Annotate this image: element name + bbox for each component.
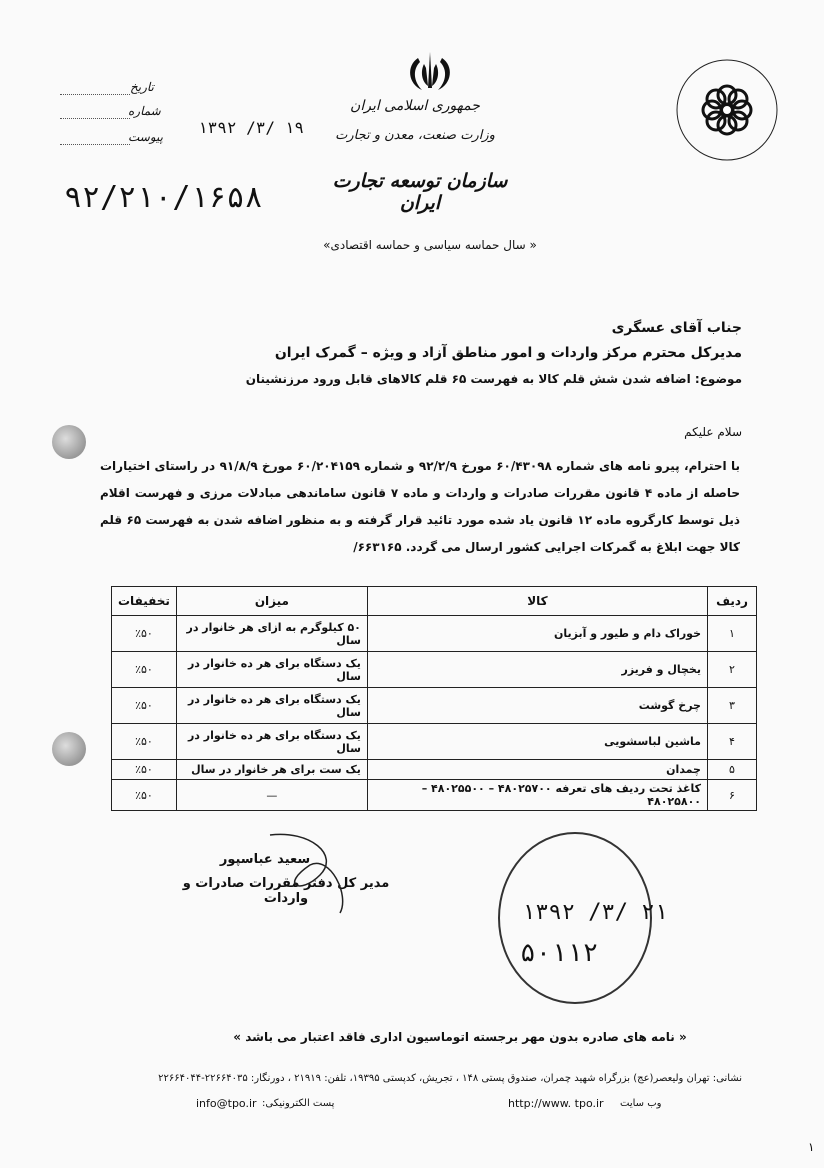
recipient-name: جناب آقای عسگری [611, 320, 742, 336]
row-discount: ٪۵۰ [112, 616, 177, 652]
number-label: شماره [128, 104, 161, 118]
row-discount: ٪۵۰ [112, 780, 177, 811]
footer-address: نشانی: تهران ولیعصر(عج) بزرگراه شهید چمران، صندوق پستی ۱۴۸ ، تجریش، کدپستی ۱۹۳۹۵، تلفن: ۲۱۹۱۹ ، دورنگار: ۲۲۶۶۴۰۳۵-۲۲۶۶۴۰۴۴ [158, 1073, 742, 1084]
table-row [112, 780, 757, 811]
row-no: ۴ [708, 724, 757, 760]
signatory-title: مدیر کل دفتر مقررات صادرات و واردات [182, 876, 390, 906]
row-item: یخچال و فریزر [367, 652, 707, 688]
row-amount: یک دستگاه برای هر ده خانوار در سال [176, 652, 367, 688]
website-label: وب سایت [620, 1098, 662, 1109]
col-header-row-no: ردیف [708, 587, 757, 616]
items-table [111, 586, 757, 811]
organization-name: سازمان توسعه تجارت ایران [332, 170, 508, 214]
row-amount: — [176, 780, 367, 811]
row-discount: ٪۵۰ [112, 724, 177, 760]
row-item: کاغذ تحت ردیف های تعرفه ۴۸۰۲۵۷۰۰ – ۴۸۰۲۵۵۰۰ – ۴۸۰۲۵۸۰۰ [367, 780, 707, 811]
table-header-row [112, 587, 757, 616]
row-amount: ۵۰ کیلوگرم به ازای هر خانوار در سال [176, 616, 367, 652]
emblem-line-1: جمهوری اسلامی ایران [350, 98, 480, 114]
year-slogan: « سال حماسه سیاسی و حماسه اقتصادی» [323, 238, 537, 252]
row-no: ۱ [708, 616, 757, 652]
iran-emblem-icon [398, 48, 462, 96]
row-discount: ٪۵۰ [112, 652, 177, 688]
recipient-title: مدیرکل محترم مرکز واردات و امور مناطق آزاد و ویژه – گمرک ایران [274, 345, 742, 361]
tpo-logo [672, 55, 782, 165]
row-no: ۶ [708, 780, 757, 811]
row-no: ۵ [708, 760, 757, 780]
attachment-dots [60, 144, 130, 145]
date-label: تاریخ [130, 80, 154, 94]
table-row [112, 616, 757, 652]
row-amount: یک دستگاه برای هر ده خانوار در سال [176, 724, 367, 760]
greeting: سلام علیکم [684, 425, 742, 439]
tpo-logo-icon [672, 55, 782, 165]
row-item: چرخ گوشت [367, 688, 707, 724]
email-label: پست الکترونیکی: [262, 1098, 335, 1109]
col-header-amount: میزان [176, 587, 367, 616]
signatory-name: سعید عباسپور [219, 852, 311, 867]
col-header-discount: تخفیفات [112, 587, 177, 616]
row-no: ۲ [708, 652, 757, 688]
stamp-date: ۱۳۹۲ /۳/ ۲۱ [522, 900, 668, 925]
punch-hole-top [52, 425, 86, 459]
row-discount: ٪۵۰ [112, 688, 177, 724]
table-row [112, 652, 757, 688]
row-no: ۳ [708, 688, 757, 724]
email-link[interactable]: info@tpo.ir [196, 1097, 257, 1110]
row-discount: ٪۵۰ [112, 760, 177, 780]
iran-emblem [398, 48, 462, 96]
emblem-line-2: وزارت صنعت، معدن و تجارت [335, 128, 495, 143]
col-header-item: کالا [367, 587, 707, 616]
website-link[interactable]: http://www. tpo.ir [508, 1097, 604, 1110]
footer-notice: « نامه های صادره بدون مهر برجسته اتوماسیون اداری فاقد اعتبار می باشد » [233, 1030, 687, 1044]
table-row [112, 688, 757, 724]
punch-hole-bottom [52, 732, 86, 766]
table-row [112, 724, 757, 760]
stamp-number: ۵۰۱۱۲ [520, 938, 599, 968]
body-paragraph: با احترام، پیرو نامه های شماره ۶۰/۴۳۰۹۸ مورخ ۹۲/۲/۹ و شماره ۶۰/۲۰۴۱۵۹ مورخ ۹۱/۸/۹ در راستای اختیارات حاصله از ماده ۴ قانون مقررات صادرات و واردات و ماده ۷ قانون ساماندهی مبادلات مرزی و فهرست اقلام ذیل توسط کارگروه ماده ۱۲ قانون یاد شده مورد تائید قرار گرفته و به منظور اضافه شدن به فهرست ۶۵ قلم کالا جهت ابلاغ به گمرکات اجرایی کشور ارسال می گردد. ۶۶۳۱۶۵/ [100, 459, 741, 554]
row-item: خوراک دام و طیور و آبزیان [367, 616, 707, 652]
row-item: چمدان [367, 760, 707, 780]
date-dots [60, 94, 130, 95]
number-dots [60, 118, 130, 119]
handwritten-date: ۱۳۹۲ /۳/ ۱۹ [198, 118, 304, 137]
subject-line: موضوع: اضافه شدن شش قلم کالا به فهرست ۶۵ قلم کالاهای قابل ورود مرزنشینان [245, 372, 742, 386]
table-row [112, 760, 757, 780]
row-amount: یک دستگاه برای هر ده خانوار در سال [176, 688, 367, 724]
row-amount: یک ست برای هر خانوار در سال [176, 760, 367, 780]
page-mark: ١ [808, 1140, 815, 1154]
letter-number: ۹۲/۲۱۰/۱۶۵۸ [64, 180, 263, 215]
signature-scribble [250, 825, 390, 915]
row-item: ماشین لباسشویی [367, 724, 707, 760]
attachment-label: پیوست [128, 130, 163, 144]
